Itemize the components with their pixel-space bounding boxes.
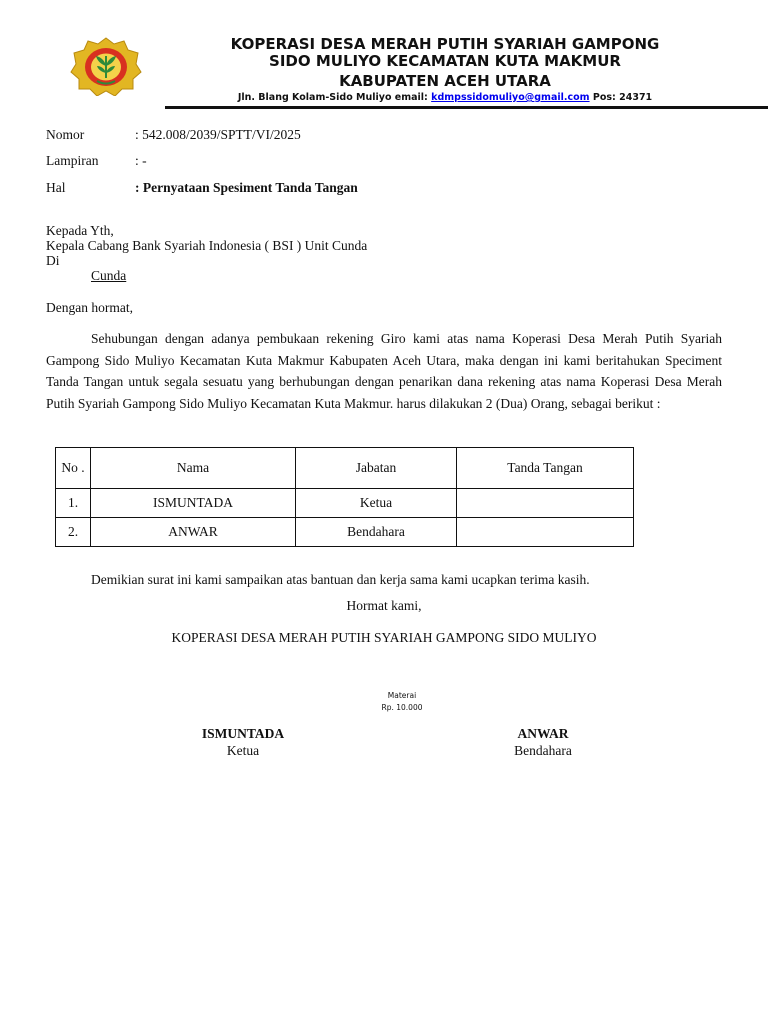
email-link[interactable]: kdmpssidomuliyo@gmail.com (431, 92, 590, 103)
nomor-value: : 542.008/2039/SPTT/VI/2025 (135, 127, 301, 142)
body-paragraph (46, 328, 722, 414)
row-nama: ISMUNTADA (91, 489, 296, 518)
nomor-label: Nomor (46, 127, 85, 142)
header-jabatan: Jabatan (296, 448, 457, 489)
row-signature-cell (457, 489, 634, 518)
table-header-row (56, 448, 634, 489)
row-jabatan: Bendahara (296, 518, 457, 547)
recipient-salutation: Kepada Yth, (46, 223, 114, 238)
letterhead-line-2: SIDO MULIYO KECAMATAN KUTA MAKMUR (269, 52, 621, 70)
materai-label: Materai (387, 691, 417, 700)
signatory-role-1: Ketua (226, 743, 260, 758)
header-tanda-tangan: Tanda Tangan (457, 448, 634, 489)
recipient-di: Di (46, 253, 60, 268)
letterhead-address (165, 92, 725, 103)
row-no: 1. (56, 489, 91, 518)
letterhead-line-1: KOPERASI DESA MERAH PUTIH SYARIAH GAMPONG (230, 35, 660, 53)
row-jabatan: Ketua (296, 489, 457, 518)
signatory-name-2: ANWAR (517, 726, 569, 741)
letterhead-line-3: KABUPATEN ACEH UTARA (339, 72, 551, 90)
hal-label: Hal (46, 180, 66, 195)
cooperative-emblem-icon (70, 36, 142, 96)
header-no: No . (56, 448, 91, 489)
lampiran-value: : - (135, 153, 147, 168)
lampiran-label: Lampiran (46, 153, 99, 168)
row-no: 2. (56, 518, 91, 547)
recipient-location: Cunda (91, 268, 127, 283)
regards-text: Hormat kami, (346, 598, 422, 613)
recipient-name: Kepala Cabang Bank Syariah Indonesia ( BSI ) Unit Cunda (46, 238, 368, 253)
specimen-table (55, 447, 634, 547)
table-row (56, 518, 634, 547)
body-text: Sehubungan dengan adanya pembukaan rekening Giro kami atas nama Koperasi Desa Merah Putih Syariah Gampong Sido Muliyo Kecamatan Kuta Makmur Kabupaten Aceh Utara, maka dengan ini kami beritahukan Speciment Tanda Tangan untuk segala sesuatu yang berhubungan dengan penarikan dana rekening atas nama Koperasi Desa Merah Putih Syariah Gampong Sido Muliyo Kecamatan Kuta Makmur. harus dilakukan 2 (Dua) Orang, sebagai berikut : (46, 331, 722, 411)
row-nama: ANWAR (91, 518, 296, 547)
signatory-name-1: ISMUNTADA (201, 726, 285, 741)
hal-value: : Pernyataan Spesiment Tanda Tangan (135, 180, 358, 195)
header-nama: Nama (91, 448, 296, 489)
closing-text: Demikian surat ini kami sampaikan atas bantuan dan kerja sama kami ucapkan terima kasih. (91, 572, 590, 587)
materai-amount: Rp. 10.000 (381, 703, 423, 712)
signatory-role-2: Bendahara (514, 743, 572, 758)
postal-code: Pos: 24371 (589, 92, 653, 103)
letterhead-divider (165, 106, 768, 109)
address-text: Jln. Blang Kolam-Sido Muliyo email: (237, 92, 432, 103)
organization-name: KOPERASI DESA MERAH PUTIH SYARIAH GAMPONG SIDO MULIYO (171, 630, 597, 645)
greeting: Dengan hormat, (46, 300, 133, 315)
row-signature-cell (457, 518, 634, 547)
table-row (56, 489, 634, 518)
